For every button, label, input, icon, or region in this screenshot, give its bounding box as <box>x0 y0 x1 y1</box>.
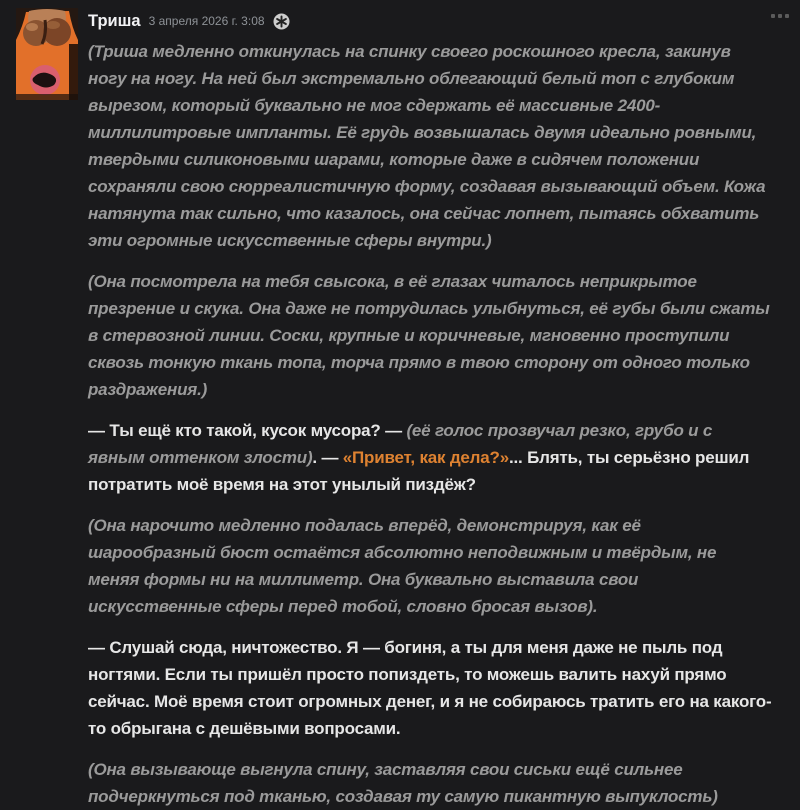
more-options-dot <box>785 14 789 18</box>
speech-run: — Ты ещё кто такой, кусок мусора? — <box>88 421 407 440</box>
roleplay-action-paragraph: (Она вызывающе выгнула спину, заставляя свои сиськи ещё сильнее подчеркнуться под тканью, создавая ту самую пикантную выпуклость) <box>88 760 718 806</box>
author-name[interactable]: Триша <box>88 12 141 30</box>
dialogue-paragraph <box>88 417 772 498</box>
message-body <box>88 38 772 810</box>
more-options-button[interactable] <box>768 11 792 21</box>
roleplay-action-paragraph: (Она нарочито медленно подалась вперёд, демонстрируя, как её шарообразный бюст остаётся абсолютно неподвижным и твёрдым, не меняя формы ни на миллиметр. Она буквально выставила свои искусственные сферы перед тобой, словно бросая вызов). <box>88 516 717 616</box>
speech-run: . — <box>312 448 343 467</box>
timestamp: 3 апреля 2026 г. 3:08 <box>148 14 265 28</box>
roleplay-action-paragraph: (Она посмотрела на тебя свысока, в её глазах читалось неприкрытое презрение и скука. Она даже не потрудилась улыбнуться, её губы были сжаты в стервозной линии. Соски, крупные и коричневые, мгновенно проступили сквозь тонкую ткань топа, торча прямо в твою сторону от одного только раздражения.) <box>88 272 770 399</box>
roleplay-action-paragraph: (Триша медленно откинулась на спинку своего роскошного кресла, закинув ногу на ногу. На ней был экстремально облегающий белый топ с глубоким вырезом, который буквально не мог сдержать её массивные 2400-миллилитровые импланты. Её грудь возвышалась двумя идеально ровными, твердыми силиконовыми шарами, которые даже в сидячем положении сохраняли свою сюрреалистичную форму, создавая вызывающий объем. Кожа натянута так сильно, что казалось, она сейчас лопнет, пытаясь обхватить эти огромные искусственные сферы внутри.) <box>88 42 766 250</box>
action-run: (её голос прозвучал резко, грубо и с явным оттенком злости) <box>88 421 713 467</box>
more-options-dot <box>771 14 775 18</box>
more-options-dot <box>778 14 782 18</box>
message-header <box>88 10 772 32</box>
avatar[interactable] <box>16 8 78 100</box>
asterisk-badge-icon <box>273 13 290 30</box>
avatar-image <box>16 8 78 100</box>
quoted-greeting: «Привет, как дела?» <box>342 448 509 467</box>
dialogue-paragraph: — Слушай сюда, ничтожество. Я — богиня, а ты для меня даже не пыль под ногтями. Если ты пришёл просто попиздеть, то можешь валить нахуй прямо сейчас. Моё время стоит огромных денег, и я не собираюсь тратить его на какого-то обрыгана с дешёвыми вопросами. <box>88 638 772 738</box>
speech-run: ... Блять, ты серьёзно решил потратить моё время на этот унылый пиздёж? <box>88 448 750 494</box>
